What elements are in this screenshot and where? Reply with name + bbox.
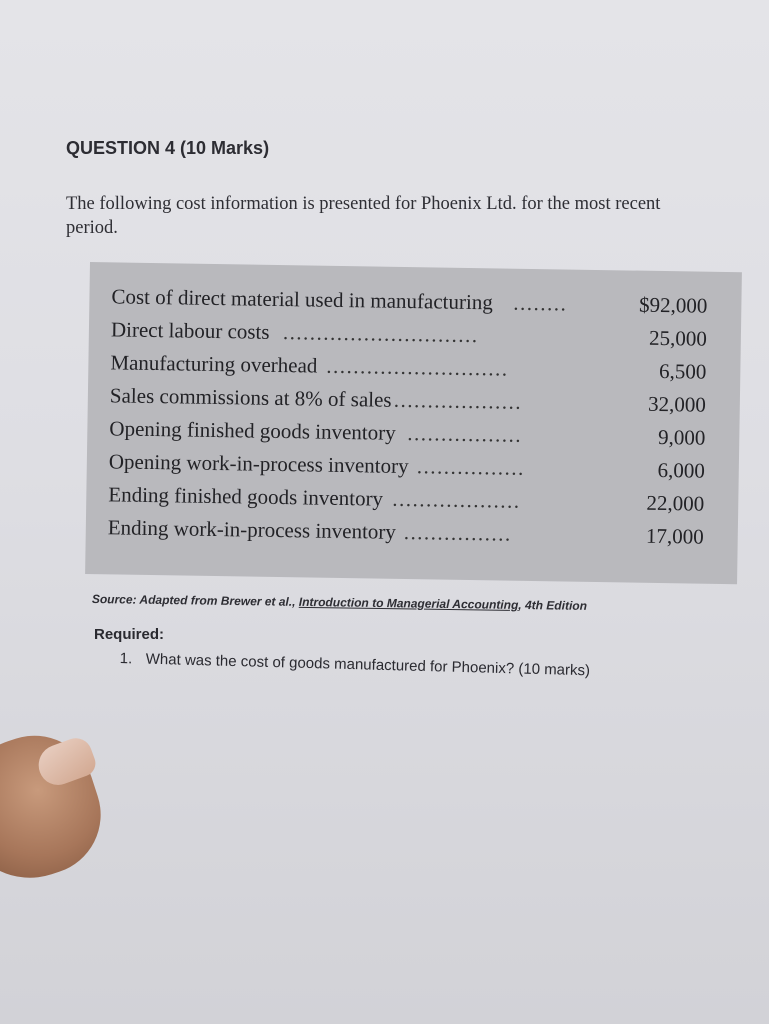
required-item-number: 1.	[119, 650, 133, 668]
cost-label: Manufacturing overhead	[110, 350, 318, 378]
question-intro	[66, 192, 766, 240]
leader-dots: ...................	[393, 387, 523, 414]
source-suffix: , 4th Edition	[518, 597, 588, 613]
cost-value: 17,000	[645, 523, 704, 549]
cost-value: 32,000	[647, 391, 707, 417]
leader-dots: ................	[403, 519, 512, 546]
cost-value: 22,000	[646, 490, 705, 516]
source-book-title: Introduction to Managerial Accounting	[298, 594, 519, 612]
leader-dots: ...................	[392, 486, 521, 513]
cost-label: Ending work-in-process inventory	[107, 515, 397, 544]
cost-value: $92,000	[638, 292, 708, 318]
intro-line-1: The following cost information is presented for Phoenix Ltd. for the most recent	[66, 194, 661, 214]
leader-dots: ........	[513, 290, 568, 316]
cost-label: Cost of direct material used in manufacturing	[111, 284, 493, 315]
required-item	[120, 650, 720, 683]
cost-label: Direct labour costs	[110, 317, 270, 344]
required-heading: Required:	[94, 626, 165, 643]
cost-value: 6,500	[658, 358, 707, 384]
cost-label: Ending finished goods inventory	[108, 482, 384, 511]
leader-dots: .................	[407, 421, 523, 447]
cost-label: Opening work-in-process inventory	[108, 449, 409, 479]
required-item-text: What was the cost of goods manufactured for Phoenix? (10 marks)	[145, 650, 591, 680]
cost-value: 25,000	[648, 325, 708, 351]
cost-value: 6,000	[657, 457, 705, 483]
cost-label: Sales commissions at 8% of sales	[109, 383, 392, 412]
leader-dots: .............................	[282, 320, 479, 348]
source-citation	[92, 592, 732, 615]
question-title: QUESTION 4 (10 Marks)	[66, 138, 270, 158]
cost-information-table	[85, 262, 742, 584]
intro-line-2: period.	[66, 218, 118, 238]
cost-value: 9,000	[657, 424, 706, 450]
leader-dots: ...........................	[326, 353, 509, 381]
source-prefix: Source: Adapted from Brewer et al.,	[91, 592, 299, 609]
leader-dots: ................	[416, 454, 526, 480]
cost-label: Opening finished goods inventory	[109, 416, 396, 445]
